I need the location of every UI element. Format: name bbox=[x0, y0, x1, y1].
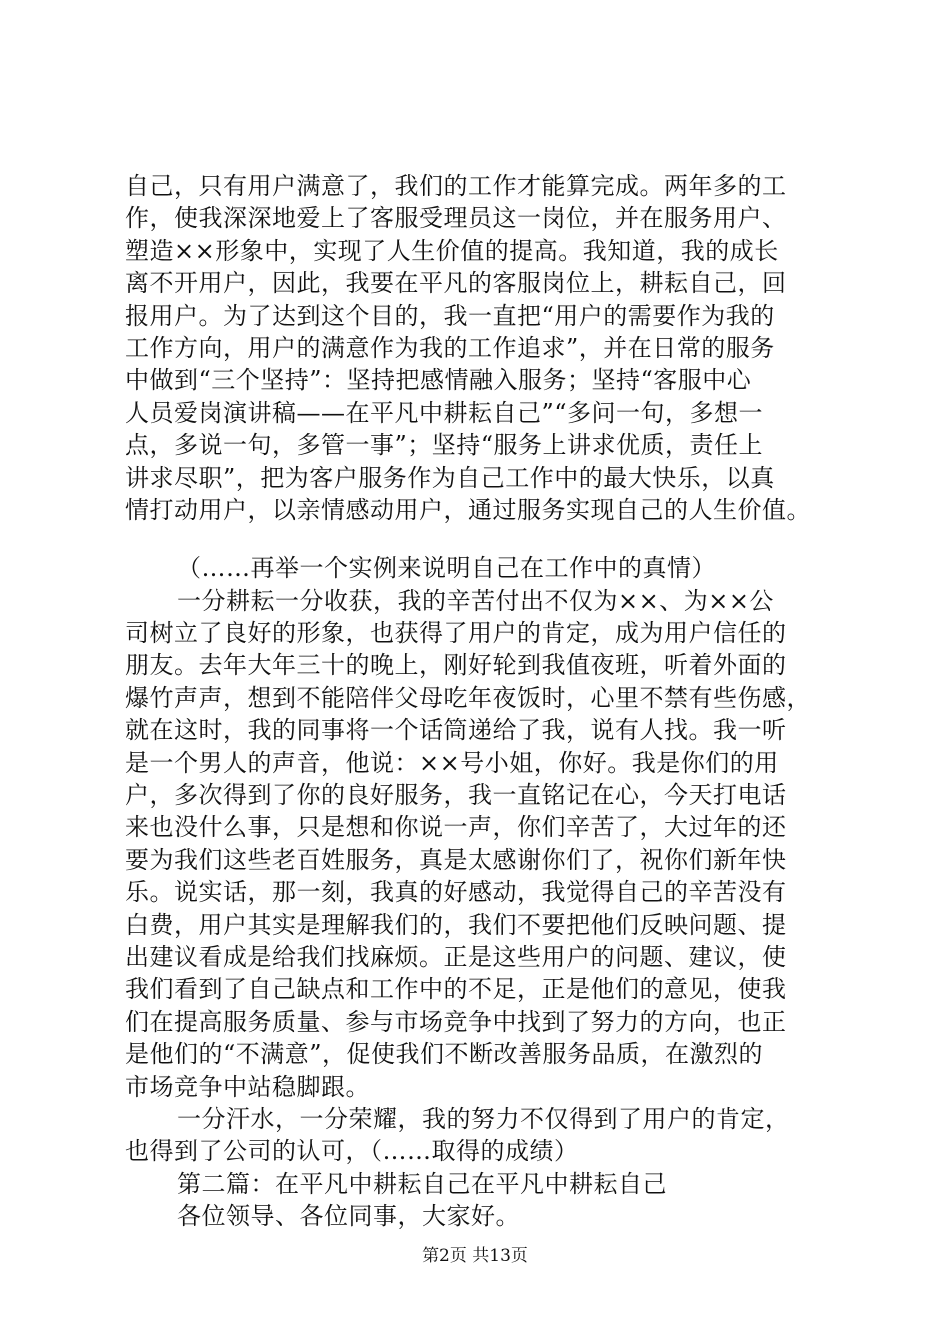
paragraph-2 bbox=[125, 585, 845, 1103]
paragraph-1 bbox=[125, 170, 845, 526]
text-line: 一分汗水，一分荣耀，我的努力不仅得到了用户的肯定， bbox=[177, 1104, 790, 1133]
text-line: 一分耕耘一分收获，我的辛苦付出不仅为××、为××公 bbox=[177, 586, 774, 615]
text-line: 爆竹声声，想到不能陪伴父母吃年夜饭时，心里不禁有些伤感， bbox=[125, 683, 811, 712]
paragraph-3 bbox=[125, 1103, 845, 1168]
text-line: 是他们的“不满意”，促使我们不断改善服务品质，在激烈的 bbox=[125, 1040, 764, 1069]
text-line: 户，多次得到了你的良好服务，我一直铭记在心，今天打电话 bbox=[125, 781, 787, 810]
text-line: 讲求尽职”，把为客户服务作为自己工作中的最大快乐，以真 bbox=[125, 463, 775, 492]
text-line: 工作方向，用户的满意作为我的工作追求”，并在日常的服务 bbox=[125, 333, 775, 362]
section-title: 第二篇：在平凡中耕耘自己在平凡中耕耘自己 bbox=[177, 1169, 667, 1198]
greeting-line: 各位领导、各位同事，大家好。 bbox=[177, 1202, 520, 1231]
text-line: 要为我们这些老百姓服务，真是太感谢你们了，祝你们新年快 bbox=[125, 845, 787, 874]
text-line: 自己，只有用户满意了，我们的工作才能算完成。两年多的工 bbox=[125, 172, 787, 200]
text-line: 乐。说实话，那一刻，我真的好感动，我觉得自己的辛苦没有 bbox=[125, 878, 787, 907]
text-line: 司树立了良好的形象，也获得了用户的肯定，成为用户信任的 bbox=[125, 619, 787, 648]
text-line: 离不开用户，因此，我要在平凡的客服岗位上，耕耘自己，回 bbox=[125, 269, 787, 298]
text-line: 人员爱岗演讲稿——在平凡中耕耘自己”“多问一句，多想一 bbox=[125, 398, 764, 427]
text-line: 朋友。去年大年三十的晚上，刚好轮到我值夜班，听着外面的 bbox=[125, 651, 787, 680]
text-line: 情打动用户，以亲情感动用户，通过服务实现自己的人生价值。 bbox=[125, 495, 811, 524]
text-line: 点，多说一句，多管一事”；坚持“服务上讲求优质，责任上 bbox=[125, 431, 764, 460]
note-line: （……再举一个实例来说明自己在工作中的真情） bbox=[177, 554, 716, 583]
text-line: 市场竞争中站稳脚跟。 bbox=[125, 1072, 370, 1101]
text-line: 报用户。为了达到这个目的，我一直把“用户的需要作为我的 bbox=[125, 301, 775, 330]
text-line: 也得到了公司的认可，（……取得的成绩） bbox=[125, 1137, 579, 1166]
text-line: 是一个男人的声音，他说：××号小姐，你好。我是你们的用 bbox=[125, 748, 779, 777]
text-line: 们在提高服务质量、参与市场竞争中找到了努力的方向，也正 bbox=[125, 1007, 787, 1036]
page-number: 第2页 共13页 bbox=[422, 1246, 528, 1266]
text-line: 白费，用户其实是理解我们的，我们不要把他们反映问题、提 bbox=[125, 910, 787, 939]
text-line: 就在这时，我的同事将一个话筒递给了我，说有人找。我一听 bbox=[125, 716, 787, 745]
document-body bbox=[125, 170, 845, 1233]
text-line: 塑造××形象中，实现了人生价值的提高。我知道，我的成长 bbox=[125, 236, 779, 265]
text-line: 作，使我深深地爱上了客服受理员这一岗位，并在服务用户、 bbox=[125, 204, 787, 233]
text-line: 出建议看成是给我们找麻烦。正是这些用户的问题、建议，使 bbox=[125, 942, 787, 971]
paragraph-gap bbox=[125, 526, 845, 552]
text-line: 中做到“三个坚持”：坚持把感情融入服务；坚持“客服中心 bbox=[125, 366, 752, 395]
text-line: 我们看到了自己缺点和工作中的不足，正是他们的意见，使我 bbox=[125, 975, 787, 1004]
text-line: 来也没什么事，只是想和你说一声，你们辛苦了，大过年的还 bbox=[125, 813, 787, 842]
